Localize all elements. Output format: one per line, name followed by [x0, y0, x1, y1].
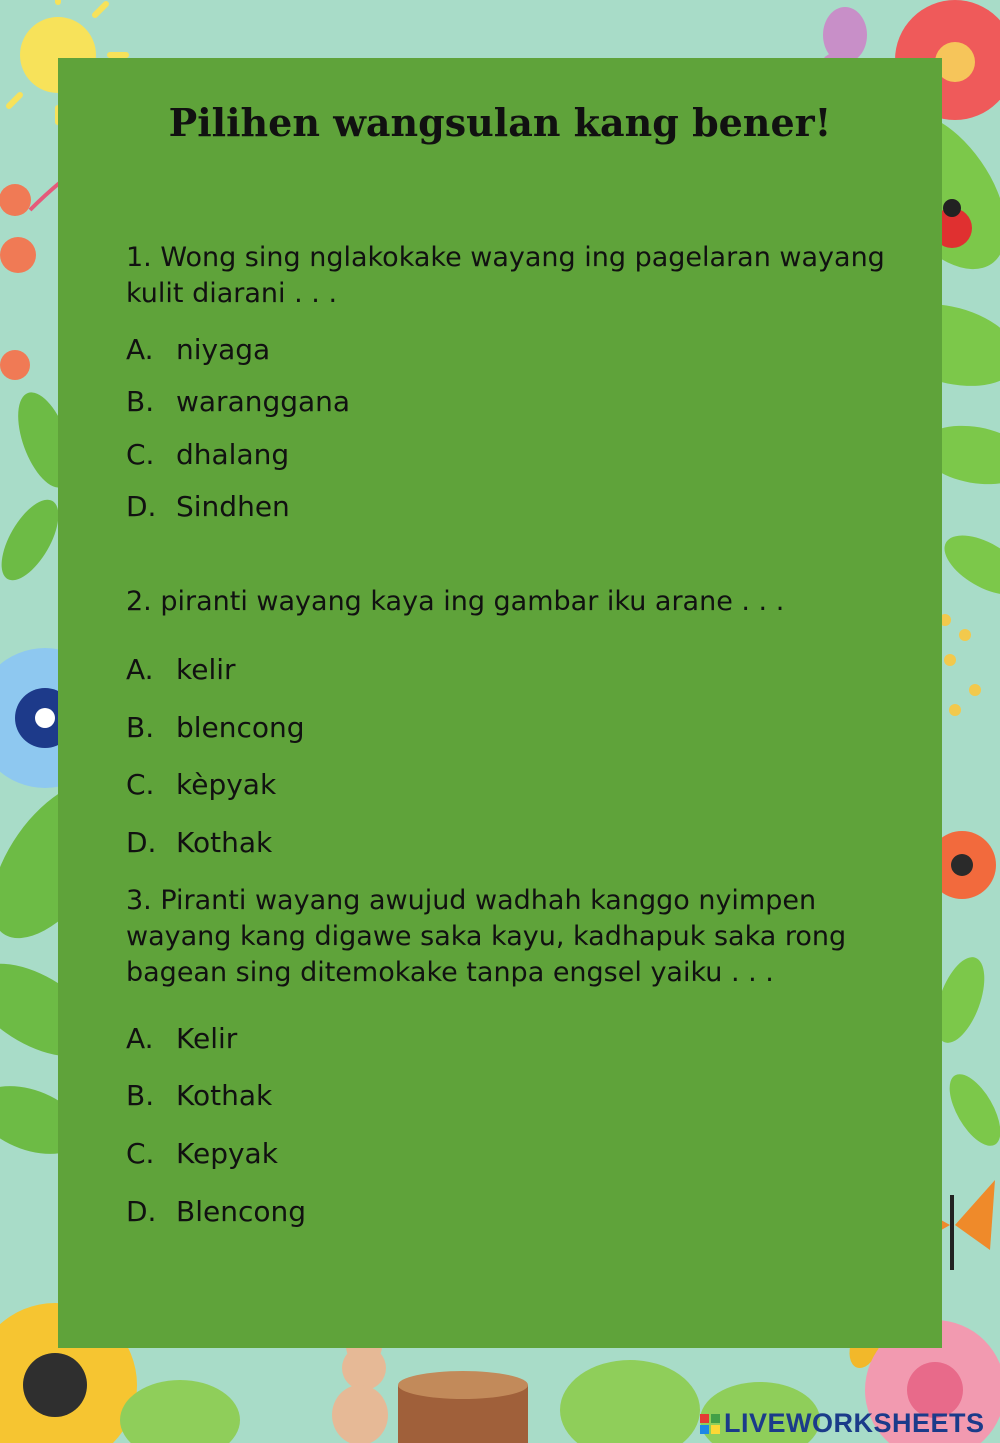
option-3a[interactable]: A. Kelir — [126, 1022, 238, 1055]
liveworksheets-logo-icon — [700, 1414, 720, 1434]
page-title: Pilihen wangsulan kang bener! — [168, 100, 832, 145]
brand-name: LIVEWORKSHEETS — [724, 1408, 985, 1438]
option-3d[interactable]: D. Blencong — [126, 1195, 307, 1228]
brand-watermark — [700, 1408, 985, 1439]
option-3b[interactable]: B. Kothak — [126, 1079, 273, 1112]
question-1: 1. Wong sing nglakokake wayang ing pagelaran wayang kulit diarani . . . — [126, 242, 885, 309]
option-1a[interactable]: A. niyaga — [126, 333, 271, 366]
option-2b[interactable]: B. blencong — [126, 711, 305, 744]
option-1d[interactable]: D. Sindhen — [126, 490, 290, 523]
option-1c[interactable]: C. dhalang — [126, 438, 290, 471]
option-2a[interactable]: A. kelir — [126, 653, 236, 686]
option-3c[interactable]: C. Kepyak — [126, 1137, 278, 1170]
tree-stump-icon — [398, 1371, 528, 1443]
option-1b[interactable]: B. waranggana — [126, 385, 351, 418]
question-3: 3. Piranti wayang awujud wadhah kanggo nyimpen wayang kang digawe saka kayu, kadhapuk saka rong bagean sing ditemokake tanpa engsel yaiku . . . — [126, 885, 847, 988]
option-2d[interactable]: D. Kothak — [126, 826, 273, 859]
buds-icon — [939, 614, 981, 716]
question-2: 2. piranti wayang kaya ing gambar iku arane . . . — [126, 586, 785, 617]
option-2c[interactable]: C. kèpyak — [126, 768, 277, 801]
